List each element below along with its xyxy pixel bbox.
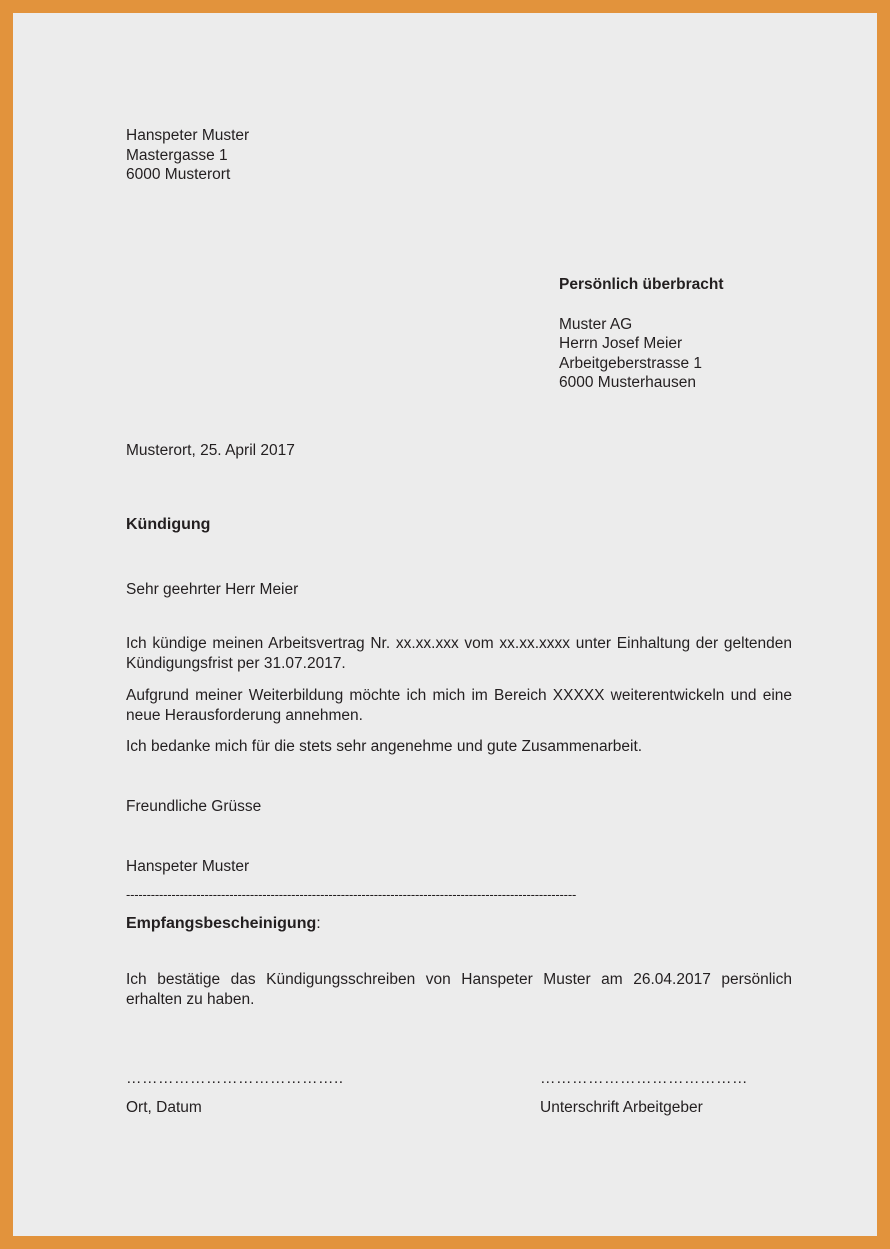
sender-city: 6000 Musterort — [126, 166, 231, 183]
recipient-address-block — [559, 275, 724, 393]
recipient-attention: Herrn Josef Meier — [559, 335, 683, 352]
letter-subject: Kündigung — [126, 516, 211, 533]
body-paragraph-2: Aufgrund meiner Weiterbildung möchte ich mich im Bereich XXXXX weiterentwickeln und eine neue Herausforderung annehmen. — [126, 687, 792, 724]
body-paragraph-1: Ich kündige meinen Arbeitsvertrag Nr. xx.xx.xxx vom xx.xx.xxxx unter Einhaltung der geltenden Kündigungsfrist per 31.07.2017. — [126, 635, 792, 672]
place-and-date: Musterort, 25. April 2017 — [126, 442, 295, 459]
recipient-company: Muster AG — [559, 315, 633, 333]
sender-address-block — [126, 126, 249, 185]
recipient-city: 6000 Musterhausen — [559, 374, 697, 391]
signature-label-right: Unterschrift Arbeitgeber — [540, 1099, 703, 1116]
signature-label-left: Ort, Datum — [126, 1099, 202, 1116]
signer-name: Hanspeter Muster — [126, 858, 250, 875]
confirmation-text: Ich bestätige das Kündigungsschreiben von Hanspeter Muster am 26.04.2017 persönlich erhalten zu haben. — [126, 971, 792, 1008]
letter-page — [13, 13, 877, 1236]
signature-line-left: ………………………………….. — [126, 1070, 344, 1087]
body-paragraph-3: Ich bedanke mich für die stets sehr angenehme und gute Zusammenarbeit. — [126, 738, 643, 755]
confirmation-heading-colon: : — [316, 915, 321, 932]
sender-name: Hanspeter Muster — [126, 127, 250, 144]
confirmation-heading — [126, 914, 321, 934]
sender-street: Mastergasse 1 — [126, 146, 228, 164]
recipient-street: Arbeitgeberstrasse 1 — [559, 354, 703, 372]
closing-phrase: Freundliche Grüsse — [126, 798, 262, 815]
section-divider: ------------------------------------------------------------------------------------------------------------- — [126, 887, 577, 902]
confirmation-heading-text: Empfangsbescheinigung — [126, 915, 317, 932]
delivery-note: Persönlich überbracht — [559, 276, 724, 293]
signature-line-right: ………………………………… — [540, 1070, 748, 1087]
salutation: Sehr geehrter Herr Meier — [126, 581, 299, 598]
